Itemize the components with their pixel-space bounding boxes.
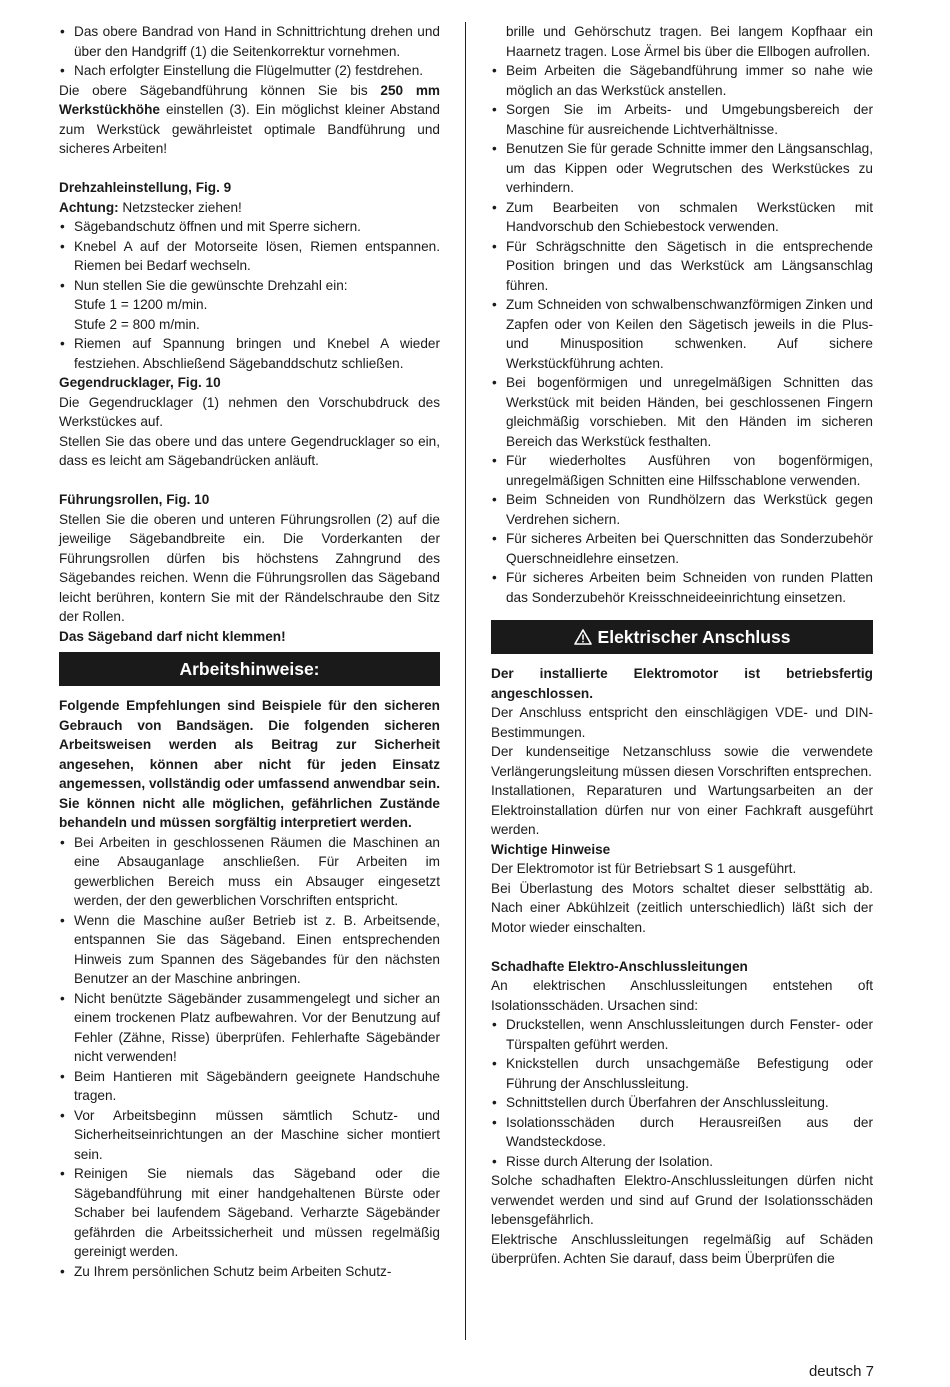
- speed-step-1: Stufe 1 = 1200 m/min.: [74, 297, 208, 312]
- list-item: • Zum Schneiden von schwalbenschwanzförmigen Zinken und Zapfen oder von Keilen den Sägetisch jeweils in die Plus- und Minusposition schwenken. Auf sichere Werkstückführung achten.: [491, 295, 873, 373]
- list-item: • Das obere Bandrad von Hand in Schnittrichtung drehen und über den Handgriff (1) die Seitenkorrektur vornehmen.: [59, 22, 440, 61]
- list-item: • Zu Ihrem persönlichen Schutz beim Arbeiten Schutz-: [59, 1262, 440, 1282]
- electrical-intro: Der installierte Elektromotor ist betriebsfertig angeschlossen.: [491, 666, 873, 701]
- cable-text-2: Solche schadhaften Elektro-Anschlussleitungen dürfen nicht verwendet werden und sind auf Grund der Isolationsschäden lebensgefährlich.: [491, 1173, 873, 1227]
- bearing-text-2: Stellen Sie das obere und das untere Gegendrucklager so ein, dass es leicht am Sägebandrücken anläuft.: [59, 433, 440, 468]
- speed-warning-text: Netzstecker ziehen!: [118, 199, 242, 215]
- cable-text: An elektrischen Anschlussleitungen entstehen oft Isolationsschäden. Ursachen sind:: [491, 978, 873, 1013]
- bearing-heading: Gegendrucklager, Fig. 10: [59, 375, 221, 390]
- guide-text-end: einstellen (3). Ein möglichst kleiner Abstand zum Werkstück gewährleistet optimale Bandführung und sicheres Arbeiten!: [59, 102, 440, 156]
- list-item: • Reinigen Sie niemals das Sägeband oder die Sägebandführung mit einer handgehaltenen Bürste oder Schaber bei laufendem Sägeband. Verharzte Sägebänder gefährden die Arbeitssicherheit und müssen regelmäßig gereinigt werden.: [59, 1164, 440, 1262]
- speed-warning-label: Achtung:: [59, 199, 119, 215]
- speed-step-2: Stufe 2 = 800 m/min.: [74, 316, 200, 332]
- list-item: • Bei bogenförmigen und unregelmäßigen Schnitten das Werkstück mit beiden Händen, bei geschlossenen Fingern gleichmäßig vorschieben. Mit den Händen im sicheren Bereich das Werkstück festhalten.: [491, 373, 873, 451]
- list-item: • Nach erfolgter Einstellung die Flügelmutter (2) festdrehen.: [59, 61, 440, 81]
- list-item: • Wenn die Maschine außer Betrieb ist z. B. Arbeitsende, entspannen Sie das Sägeband. Einen entsprechenden Hinweis zum Spannen des Sägebandes für den nächsten Benutzer an der Maschine anbringen.: [59, 911, 440, 989]
- list-item: • Für sicheres Arbeiten bei Querschnitten das Sonderzubehör Querschneidlehre einsetzen.: [491, 529, 873, 568]
- cable-heading: Schadhafte Elektro-Anschlussleitungen: [491, 958, 748, 974]
- rollers-warning: Das Sägeband darf nicht klemmen!: [59, 628, 286, 644]
- notes-text-2: Bei Überlastung des Motors schaltet dieser selbsttätig ab. Nach einer Abkühlzeit (zeitlich unterschiedlich) läßt sich der Motor wieder einschalten.: [491, 880, 873, 935]
- list-item: • Benutzen Sie für gerade Schnitte immer den Längsanschlag, um das Kippen oder Wegrutschen des Werkstückes zu verhindern.: [491, 139, 873, 198]
- cable-bullet-list: [491, 1015, 873, 1171]
- list-item: • Sägebandschutz öffnen und mit Sperre sichern.: [59, 217, 440, 237]
- list-item: • Knickstellen durch unsachgemäße Befestigung oder Führung der Anschlussleitung.: [491, 1054, 873, 1093]
- list-item: • Risse durch Alterung der Isolation.: [491, 1152, 873, 1172]
- speed-warning: [59, 198, 440, 218]
- list-item: • Für Schrägschnitte den Sägetisch in die entsprechende Position bringen und das Werkstück am Längsanschlag führen.: [491, 237, 873, 296]
- list-item: • Beim Hantieren mit Sägebändern geeignete Handschuhe tragen.: [59, 1067, 440, 1106]
- speed-bullet-list: [59, 217, 440, 373]
- list-item: • Druckstellen, wenn Anschlussleitungen durch Fenster- oder Türspalten geführt werden.: [491, 1015, 873, 1054]
- electrical-section-title: Elektrischer Anschluss: [597, 627, 791, 647]
- work-bullet-list-continued: [491, 61, 873, 607]
- list-item: [59, 276, 440, 335]
- work-intro: Folgende Empfehlungen sind Beispiele für den sicheren Gebrauch von Bandsägen. Die folgenden sicheren Arbeitsweisen werden als Beitrag zur Sicherheit angesehen, können aber nicht für jeden Einsatz angemessen, vollständig oder umfassend anwendbar sein. Sie können nicht alle möglichen, gefährlichen Zustände behandeln und müssen sorgfältig interpretiert werden.: [59, 698, 440, 830]
- guide-text-bold: 250 mm Werkstückhöhe: [59, 82, 440, 117]
- electrical-section-bar: [491, 620, 873, 654]
- work-bullet-list: [59, 833, 440, 1282]
- continued-text: brille und Gehörschutz tragen. Bei langem Kopfhaar ein Haarnetz tragen. Lose Ärmel bis über die Ellbogen aufrollen.: [506, 24, 873, 59]
- work-section-title: Arbeitshinweise:: [179, 659, 320, 679]
- rollers-text: Stellen Sie die oberen und unteren Führungsrollen (2) auf die jeweilige Sägebandbreite ein. Die Vorderkanten der Führungsrollen dürfen bis höchstens Zahngrund des Sägebandes reichen. Wenn die Führungsrollen das Sägeband leicht berühren, kontern Sie mit der Rändelschraube den Sitz der Rollen.: [59, 511, 440, 624]
- right-column: [491, 22, 873, 1269]
- list-item: • Für sicheres Arbeiten beim Schneiden von runden Platten das Sonderzubehör Kreisschneideeinrichtung einsetzen.: [491, 568, 873, 607]
- left-column: [59, 22, 440, 1281]
- electrical-text-2: Der kundenseitige Netzanschluss sowie die verwendete Verlängerungsleitung müssen diesen Vorschriften entsprechen.: [491, 744, 873, 779]
- list-item: • Bei Arbeiten in geschlossenen Räumen die Maschinen an eine Absauganlage anschließen. Für Arbeiten im gewerblichen Bereich muss ein Absauger eingesetzt werden, der den gewerblichen Vorschriften entspricht.: [59, 833, 440, 911]
- guide-text-start: Die obere Sägebandführung können Sie bis: [59, 82, 381, 98]
- electrical-text-3: Installationen, Reparaturen und Wartungsarbeiten an der Elektroinstallation dürfen nur von einer Fachkraft ausgeführt werden.: [491, 783, 873, 837]
- cable-text-3: Elektrische Anschlussleitungen regelmäßig auf Schäden überprüfen. Achten Sie darauf, dass beim Überprüfen die: [491, 1231, 873, 1266]
- list-item: • Beim Arbeiten die Sägebandführung immer so nahe wie möglich an das Werkstück anstellen.: [491, 61, 873, 100]
- work-section-bar: [59, 652, 440, 686]
- notes-text-1: Der Elektromotor ist für Betriebsart S 1 ausgeführt.: [491, 861, 797, 876]
- list-item: • Isolationsschäden durch Herausreißen aus der Wandsteckdose.: [491, 1113, 873, 1152]
- page-number: deutsch 7: [808, 1363, 874, 1380]
- list-item: • Riemen auf Spannung bringen und Knebel A wieder festziehen. Abschließend Sägebanddschutz schließen.: [59, 334, 440, 373]
- intro-bullet-list: [59, 22, 440, 81]
- list-item: • Nicht benützte Sägebänder zusammengelegt und sicher an einem trockenen Platz aufbewahren. Vor der Benutzung auf Fehler (Zähne, Risse) überprüfen. Fehlerhafte Sägebänder nicht verwenden!: [59, 989, 440, 1067]
- column-divider: [465, 22, 466, 1340]
- list-item: • Sorgen Sie im Arbeits- und Umgebungsbereich der Maschine für ausreichende Lichtverhältnisse.: [491, 100, 873, 139]
- speed-heading: Drehzahleinstellung, Fig. 9: [59, 180, 232, 195]
- speed-step-intro: • Nun stellen Sie die gewünschte Drehzahl ein:: [74, 277, 348, 293]
- list-item: • Zum Bearbeiten von schmalen Werkstücken mit Handvorschub den Schiebestock verwenden.: [491, 198, 873, 237]
- list-item: • Für wiederholtes Ausführen von bogenförmigen, unregelmäßigen Schnitten eine Hilfsschablone verwenden.: [491, 451, 873, 490]
- rollers-heading: Führungsrollen, Fig. 10: [59, 492, 210, 507]
- electrical-text-1: Der Anschluss entspricht den einschlägigen VDE- und DIN-Bestimmungen.: [491, 705, 873, 740]
- list-item: • Vor Arbeitsbeginn müssen sämtlich Schutz- und Sicherheitseinrichtungen an der Maschine sicher montiert sein.: [59, 1106, 440, 1165]
- list-item: • Beim Schneiden von Rundhölzern das Werkstück gegen Verdrehen sichern.: [491, 490, 873, 529]
- list-item: • Knebel A auf der Motorseite lösen, Riemen entspannen. Riemen bei Bedarf wechseln.: [59, 237, 440, 276]
- warning-triangle-icon: [574, 628, 592, 647]
- bearing-text-1: Die Gegendrucklager (1) nehmen den Vorschubdruck des Werkstückes auf.: [59, 394, 440, 429]
- page-footer: [809, 1363, 874, 1381]
- list-item: • Schnittstellen durch Überfahren der Anschlussleitung.: [491, 1093, 873, 1113]
- guide-height-paragraph: [59, 81, 440, 159]
- notes-heading: Wichtige Hinweise: [491, 841, 611, 857]
